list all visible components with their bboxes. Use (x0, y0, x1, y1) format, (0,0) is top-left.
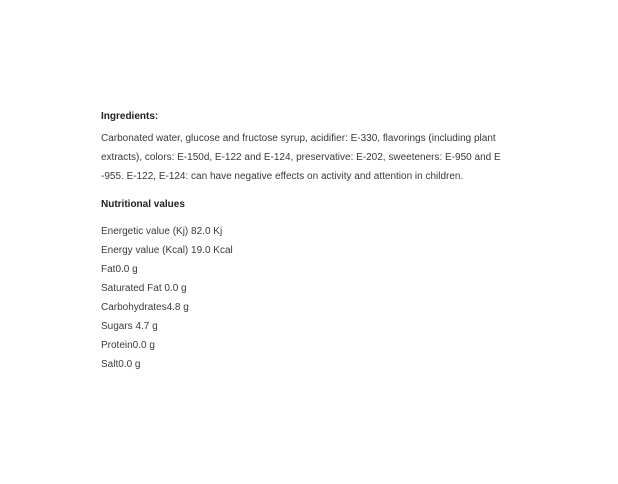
nutrition-item-energy-kj: Energetic value (Kj) 82.0 Kj (101, 226, 223, 237)
ingredients-heading: Ingredients: (101, 111, 159, 122)
nutritional-values-list (101, 222, 521, 374)
product-info (101, 110, 521, 374)
nutritional-values-heading: Nutritional values (101, 199, 185, 210)
nutrition-item-sugars: Sugars 4.7 g (101, 321, 158, 332)
nutrition-item-fat: Fat0.0 g (101, 264, 138, 275)
nutrition-item-protein: Protein0.0 g (101, 340, 155, 351)
nutrition-item-saturated-fat: Saturated Fat 0.0 g (101, 283, 187, 294)
nutrition-item-carbohydrates: Carbohydrates4.8 g (101, 302, 189, 313)
nutrition-item-salt: Salt0.0 g (101, 359, 141, 370)
nutrition-item-energy-kcal: Energy value (Kcal) 19.0 Kcal (101, 245, 233, 256)
ingredients-text: Carbonated water, glucose and fructose syrup, acidifier: E-330, flavorings (including plant extracts), colors: E-150d, E-122 and E-124, preservative: E-202, sweeteners: E-950 and E -955. E-122, E-124: can have negative effects on activity and attention in children. (101, 133, 501, 182)
